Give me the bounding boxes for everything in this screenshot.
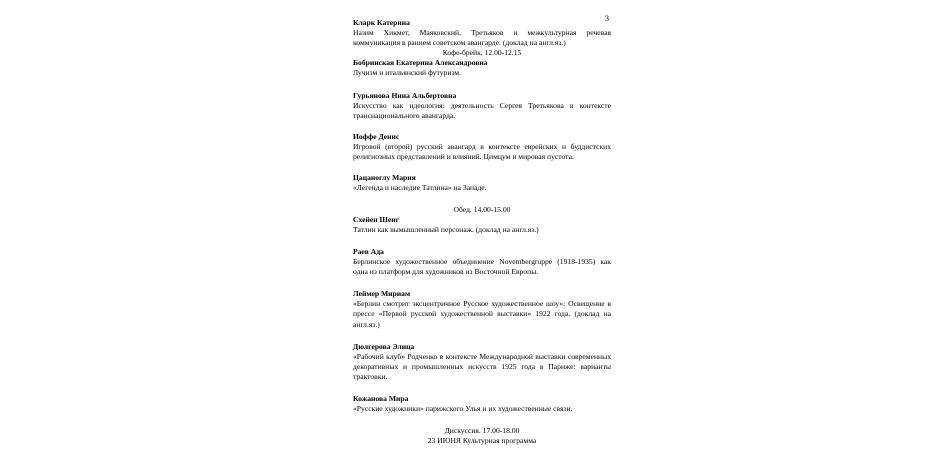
talk-title: Лучизм и итальянский футуризм. <box>353 68 462 78</box>
speaker-name: Бобринская Екатерина Александровна <box>353 58 488 68</box>
program-entry <box>353 394 611 414</box>
program-entry <box>353 215 611 235</box>
page-number: 3 <box>605 14 609 23</box>
speaker-name: Иоффе Денис <box>353 132 400 142</box>
talk-title: Татлин как вымышленный персонаж. (доклад на англ.яз.) <box>353 224 539 234</box>
program-page <box>353 14 611 446</box>
talk-title: «Русские художники» парижского Улья и их художественные связи. <box>353 404 573 414</box>
talk-title: Искусство как идеология: деятельность Сергея Третьякова в контексте транснационального авангарда. <box>353 100 611 120</box>
program-entry <box>353 132 611 162</box>
program-entry <box>353 342 611 383</box>
speaker-name: Гурьянова Нина Альбертовна <box>353 90 457 100</box>
speaker-name: Цацаноглу Мария <box>353 173 416 183</box>
speaker-name: Кларк Катерина <box>353 18 410 27</box>
program-entry <box>353 247 611 277</box>
talk-title: Игровой (второй) русский авангард в контексте еврейских и буддистских религиозных представлений и влияний. Цимцум и мировая пустота. <box>353 142 611 162</box>
discussion-session: Дискуссия. 17.00-18.00 <box>444 425 520 435</box>
cultural-program: 23 ИЮНЯ Культурная программа <box>427 435 537 445</box>
program-entry <box>353 289 611 330</box>
program-entry <box>353 91 611 121</box>
talk-title: «Рабочий клуб» Родченко в контексте Международной выставки современных декоративных и промышленных искусств 1925 года в Париже: варианты трактовки. <box>353 351 611 382</box>
program-entry <box>353 18 611 48</box>
talk-title: Берлинское художественное объединение Novembergruppe (1918-1935) как одна из платформ для художников из Восточной Европы. <box>353 256 611 277</box>
speaker-name: Кожанова Мира <box>353 394 409 404</box>
program-entry <box>353 173 611 193</box>
speaker-name: Леймер Мириам <box>353 289 411 299</box>
program-entry <box>353 58 611 78</box>
speaker-name: Дюлгерова Элица <box>353 341 415 351</box>
lunch-break: Обед. 14.00-15.00 <box>453 204 511 214</box>
talk-title: Назим Хикмет, Маяковский, Третьяков и межкультурная речевая коммуникация в раннем советском авангарде. (доклад на англ.яз.) <box>353 28 611 48</box>
talk-title: «Берлин смотрит эксцентричное Русское художественное шоу»: Освещение в прессе «Первой русской художественной выставки» 1922 года. (доклад на англ.яз.) <box>353 299 611 329</box>
coffee-break: Кофе-брейк, 12.00-12.15 <box>442 48 522 58</box>
speaker-name: Схейен Шенг <box>353 214 400 224</box>
speaker-name: Раев Ада <box>353 246 384 256</box>
talk-title: «Легенда и наследие Татлина» на Западе. <box>353 183 487 193</box>
